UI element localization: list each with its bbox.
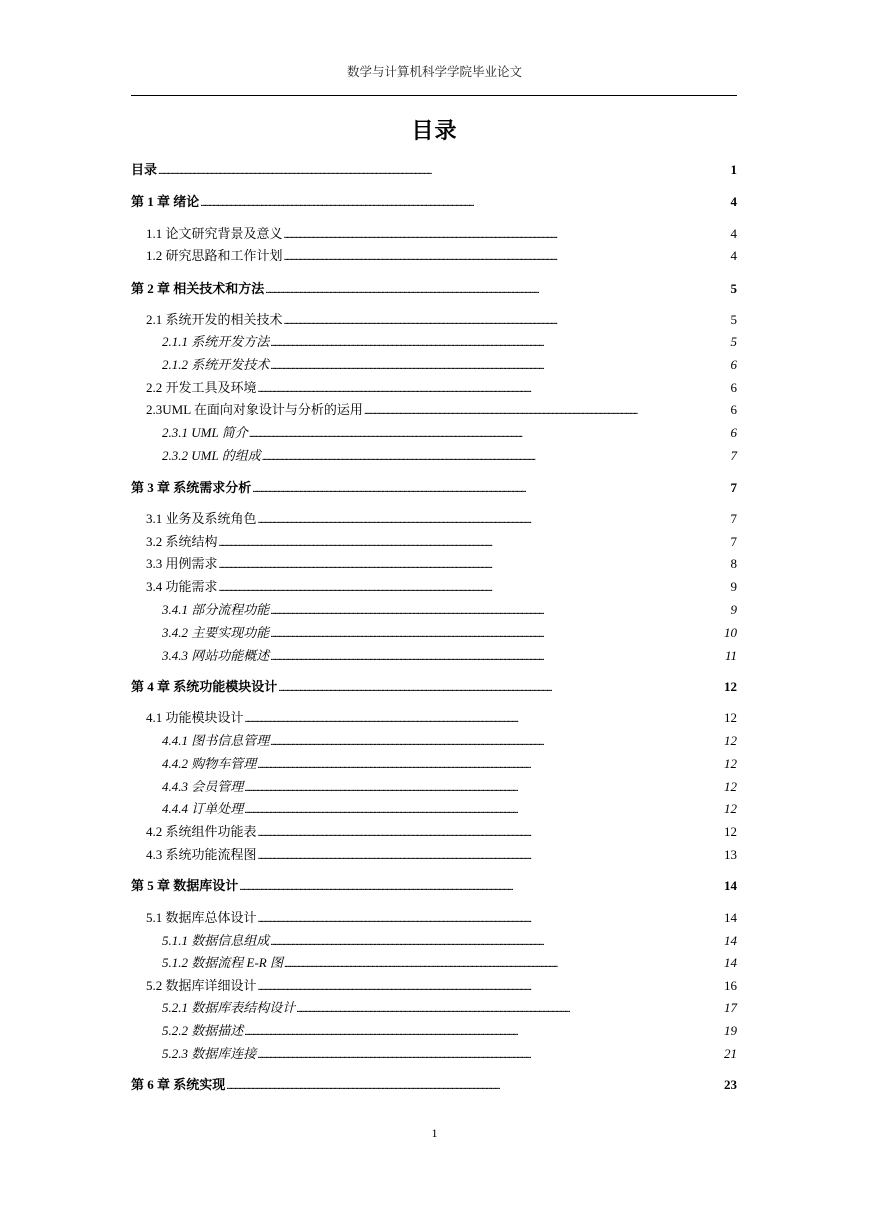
toc-entry-page: 5 [730,281,737,296]
toc-entry[interactable] [162,801,737,818]
toc-entry-label: 第 2 章 相关技术和方法 [131,281,265,296]
toc-entry-page: 6 [730,402,737,417]
toc-entry-label: 1.1 论文研究背景及意义 [146,226,283,241]
toc-dot-leader [252,480,729,497]
toc-entry[interactable] [162,357,737,374]
toc-entry-page: 7 [730,448,737,463]
toc-entry[interactable] [162,648,737,665]
toc-entry-label: 2.1.2 系统开发技术 [162,357,270,372]
toc-dot-leader [219,556,730,573]
toc-dot-leader [270,648,724,665]
toc-entry-page: 14 [724,910,737,925]
toc-dot-leader [270,733,723,750]
toc-entry-page: 14 [724,878,737,893]
toc-entry-page: 7 [730,480,737,495]
toc-entry[interactable] [146,824,737,841]
toc-entry[interactable] [146,312,737,329]
toc-dot-leader [270,334,729,351]
toc-entry-page: 14 [724,933,737,948]
toc-dot-leader [244,801,723,818]
toc-dot-leader [258,847,723,864]
toc-entry-label: 3.4 功能需求 [146,579,218,594]
toc-entry-label: 2.1 系统开发的相关技术 [146,312,283,327]
toc-dot-leader [284,955,723,972]
toc-dot-leader [262,448,730,465]
toc-entry[interactable] [162,733,737,750]
toc-entry-label: 2.3.1 UML 简介 [162,425,248,440]
toc-entry-label: 2.2 开发工具及环境 [146,380,257,395]
toc-entry-page: 23 [724,1077,737,1092]
toc-dot-leader [278,679,723,696]
toc-entry[interactable] [131,679,737,696]
toc-dot-leader [258,511,730,528]
toc-entry[interactable] [146,248,737,265]
toc-entry[interactable] [162,1023,737,1040]
toc-entry-label: 4.3 系统功能流程图 [146,847,257,862]
toc-entry-label: 3.4.2 主要实现功能 [162,625,270,640]
toc-entry[interactable] [162,779,737,796]
toc-entry-page: 4 [730,194,737,209]
toc-entry[interactable] [146,402,737,419]
toc-entry[interactable] [162,625,737,642]
toc-entry[interactable] [162,334,737,351]
toc-dot-leader [257,756,723,773]
toc-entry-page: 8 [730,556,737,571]
toc-entry-label: 5.1.1 数据信息组成 [162,933,270,948]
toc-entry-label: 第 1 章 绪论 [131,194,200,209]
toc-entry-page: 4 [730,226,737,241]
toc-entry-label: 4.1 功能模块设计 [146,710,244,725]
toc-dot-leader [258,380,730,397]
toc-entry-label: 第 5 章 数据库设计 [131,878,239,893]
toc-entry-label: 目录 [131,162,158,177]
toc-dot-leader [244,1023,723,1040]
toc-dot-leader [226,1077,723,1094]
toc-entry[interactable] [131,480,737,497]
toc-entry-label: 第 6 章 系统实现 [131,1077,226,1092]
toc-entry-page: 1 [730,162,737,177]
toc-entry[interactable] [146,847,737,864]
toc-entry[interactable] [131,878,737,895]
toc-entry[interactable] [162,955,737,972]
toc-entry-page: 19 [724,1023,737,1038]
toc-entry-page: 5 [730,312,737,327]
toc-entry[interactable] [162,756,737,773]
toc-dot-leader [158,162,729,179]
toc-entry-page: 12 [724,779,737,794]
toc-dot-leader [239,878,723,895]
toc-entry[interactable] [162,448,737,465]
toc-entry-page: 9 [730,579,737,594]
toc-entry-label: 3.4.1 部分流程功能 [162,602,270,617]
toc-entry[interactable] [146,380,737,397]
toc-entry-page: 12 [724,679,737,694]
toc-entry[interactable] [146,579,737,596]
toc-entry-page: 17 [724,1000,737,1015]
toc-dot-leader [219,579,730,596]
toc-dot-leader [296,1000,723,1017]
toc-entry-label: 5.1.2 数据流程 E-R 图 [162,955,283,970]
toc-dot-leader [258,824,723,841]
toc-entry[interactable] [162,602,737,619]
toc-entry-page: 16 [724,978,737,993]
toc-dot-leader [200,194,729,211]
toc-entry-page: 21 [724,1046,737,1061]
toc-entry-page: 12 [724,756,737,771]
toc-entry[interactable] [162,1046,737,1063]
toc-entry[interactable] [146,556,737,573]
toc-entry-page: 12 [724,733,737,748]
toc-entry-page: 6 [730,425,737,440]
toc-dot-leader [284,248,730,265]
toc-entry-page: 6 [730,357,737,372]
toc-dot-leader [270,625,723,642]
toc-entry-label: 2.3UML 在面向对象设计与分析的运用 [146,402,363,417]
toc-entry-label: 4.4.4 订单处理 [162,801,244,816]
toc-dot-leader [270,933,723,950]
toc-dot-leader [284,226,730,243]
toc-entry-page: 12 [724,824,737,839]
toc-entry[interactable] [146,910,737,927]
toc-dot-leader [258,978,723,995]
toc-entry-page: 11 [724,648,737,663]
toc-entry-page: 4 [730,248,737,263]
toc-entry[interactable] [162,933,737,950]
toc-entry-label: 5.2 数据库详细设计 [146,978,257,993]
toc-dot-leader [284,312,730,329]
toc-entry-page: 12 [724,801,737,816]
toc-entry-label: 5.1 数据库总体设计 [146,910,257,925]
toc-entry-label: 1.2 研究思路和工作计划 [146,248,283,263]
toc-entry-label: 5.2.1 数据库表结构设计 [162,1000,296,1015]
toc-dot-leader [258,910,723,927]
toc-entry[interactable] [162,425,737,442]
toc-entry-page: 12 [724,710,737,725]
toc-entry-label: 4.4.1 图书信息管理 [162,733,270,748]
toc-entry-page: 10 [724,625,737,640]
toc-entry-label: 3.3 用例需求 [146,556,218,571]
toc-dot-leader [364,402,730,419]
toc-dot-leader [245,710,723,727]
toc-dot-leader [265,281,729,298]
toc-dot-leader [270,357,729,374]
toc-entry-page: 9 [730,602,737,617]
toc-entry-page: 7 [730,534,737,549]
toc-entry-label: 3.1 业务及系统角色 [146,511,257,526]
toc-dot-leader [219,534,730,551]
toc-title: 目录 [411,118,458,143]
toc-entry-label: 4.2 系统组件功能表 [146,824,257,839]
toc-entry[interactable] [146,534,737,551]
toc-entry[interactable] [146,511,737,528]
toc-entry-label: 3.2 系统结构 [146,534,218,549]
toc-entry-label: 第 4 章 系统功能模块设计 [131,679,278,694]
toc-entry-label: 5.2.2 数据描述 [162,1023,244,1038]
page-number: 1 [431,1126,438,1140]
toc-entry-label: 2.3.2 UML 的组成 [162,448,261,463]
toc-entry-page: 13 [724,847,737,862]
running-header: 数学与计算机科学学院毕业论文 [346,65,522,79]
toc-entry-label: 4.4.2 购物车管理 [162,756,257,771]
toc-entry-page: 14 [724,955,737,970]
toc-entry[interactable] [131,194,737,211]
toc-entry[interactable] [131,162,737,179]
toc-entry-page: 5 [730,334,737,349]
toc-entry[interactable] [146,978,737,995]
toc-dot-leader [270,602,729,619]
toc-dot-leader [249,425,730,442]
toc-entry-label: 2.1.1 系统开发方法 [162,334,270,349]
toc-entry[interactable] [146,226,737,243]
toc-entry-label: 4.4.3 会员管理 [162,779,244,794]
toc-entry[interactable] [146,710,737,727]
toc-entry[interactable] [162,1000,737,1017]
toc-entry[interactable] [131,281,737,298]
toc-dot-leader [257,1046,723,1063]
toc-entry-label: 3.4.3 网站功能概述 [162,648,270,663]
toc-dot-leader [244,779,723,796]
toc-entry[interactable] [131,1077,737,1094]
toc-entry-page: 7 [730,511,737,526]
toc-entry-page: 6 [730,380,737,395]
toc-entry-label: 5.2.3 数据库连接 [162,1046,257,1061]
toc-entry-label: 第 3 章 系统需求分析 [131,480,252,495]
